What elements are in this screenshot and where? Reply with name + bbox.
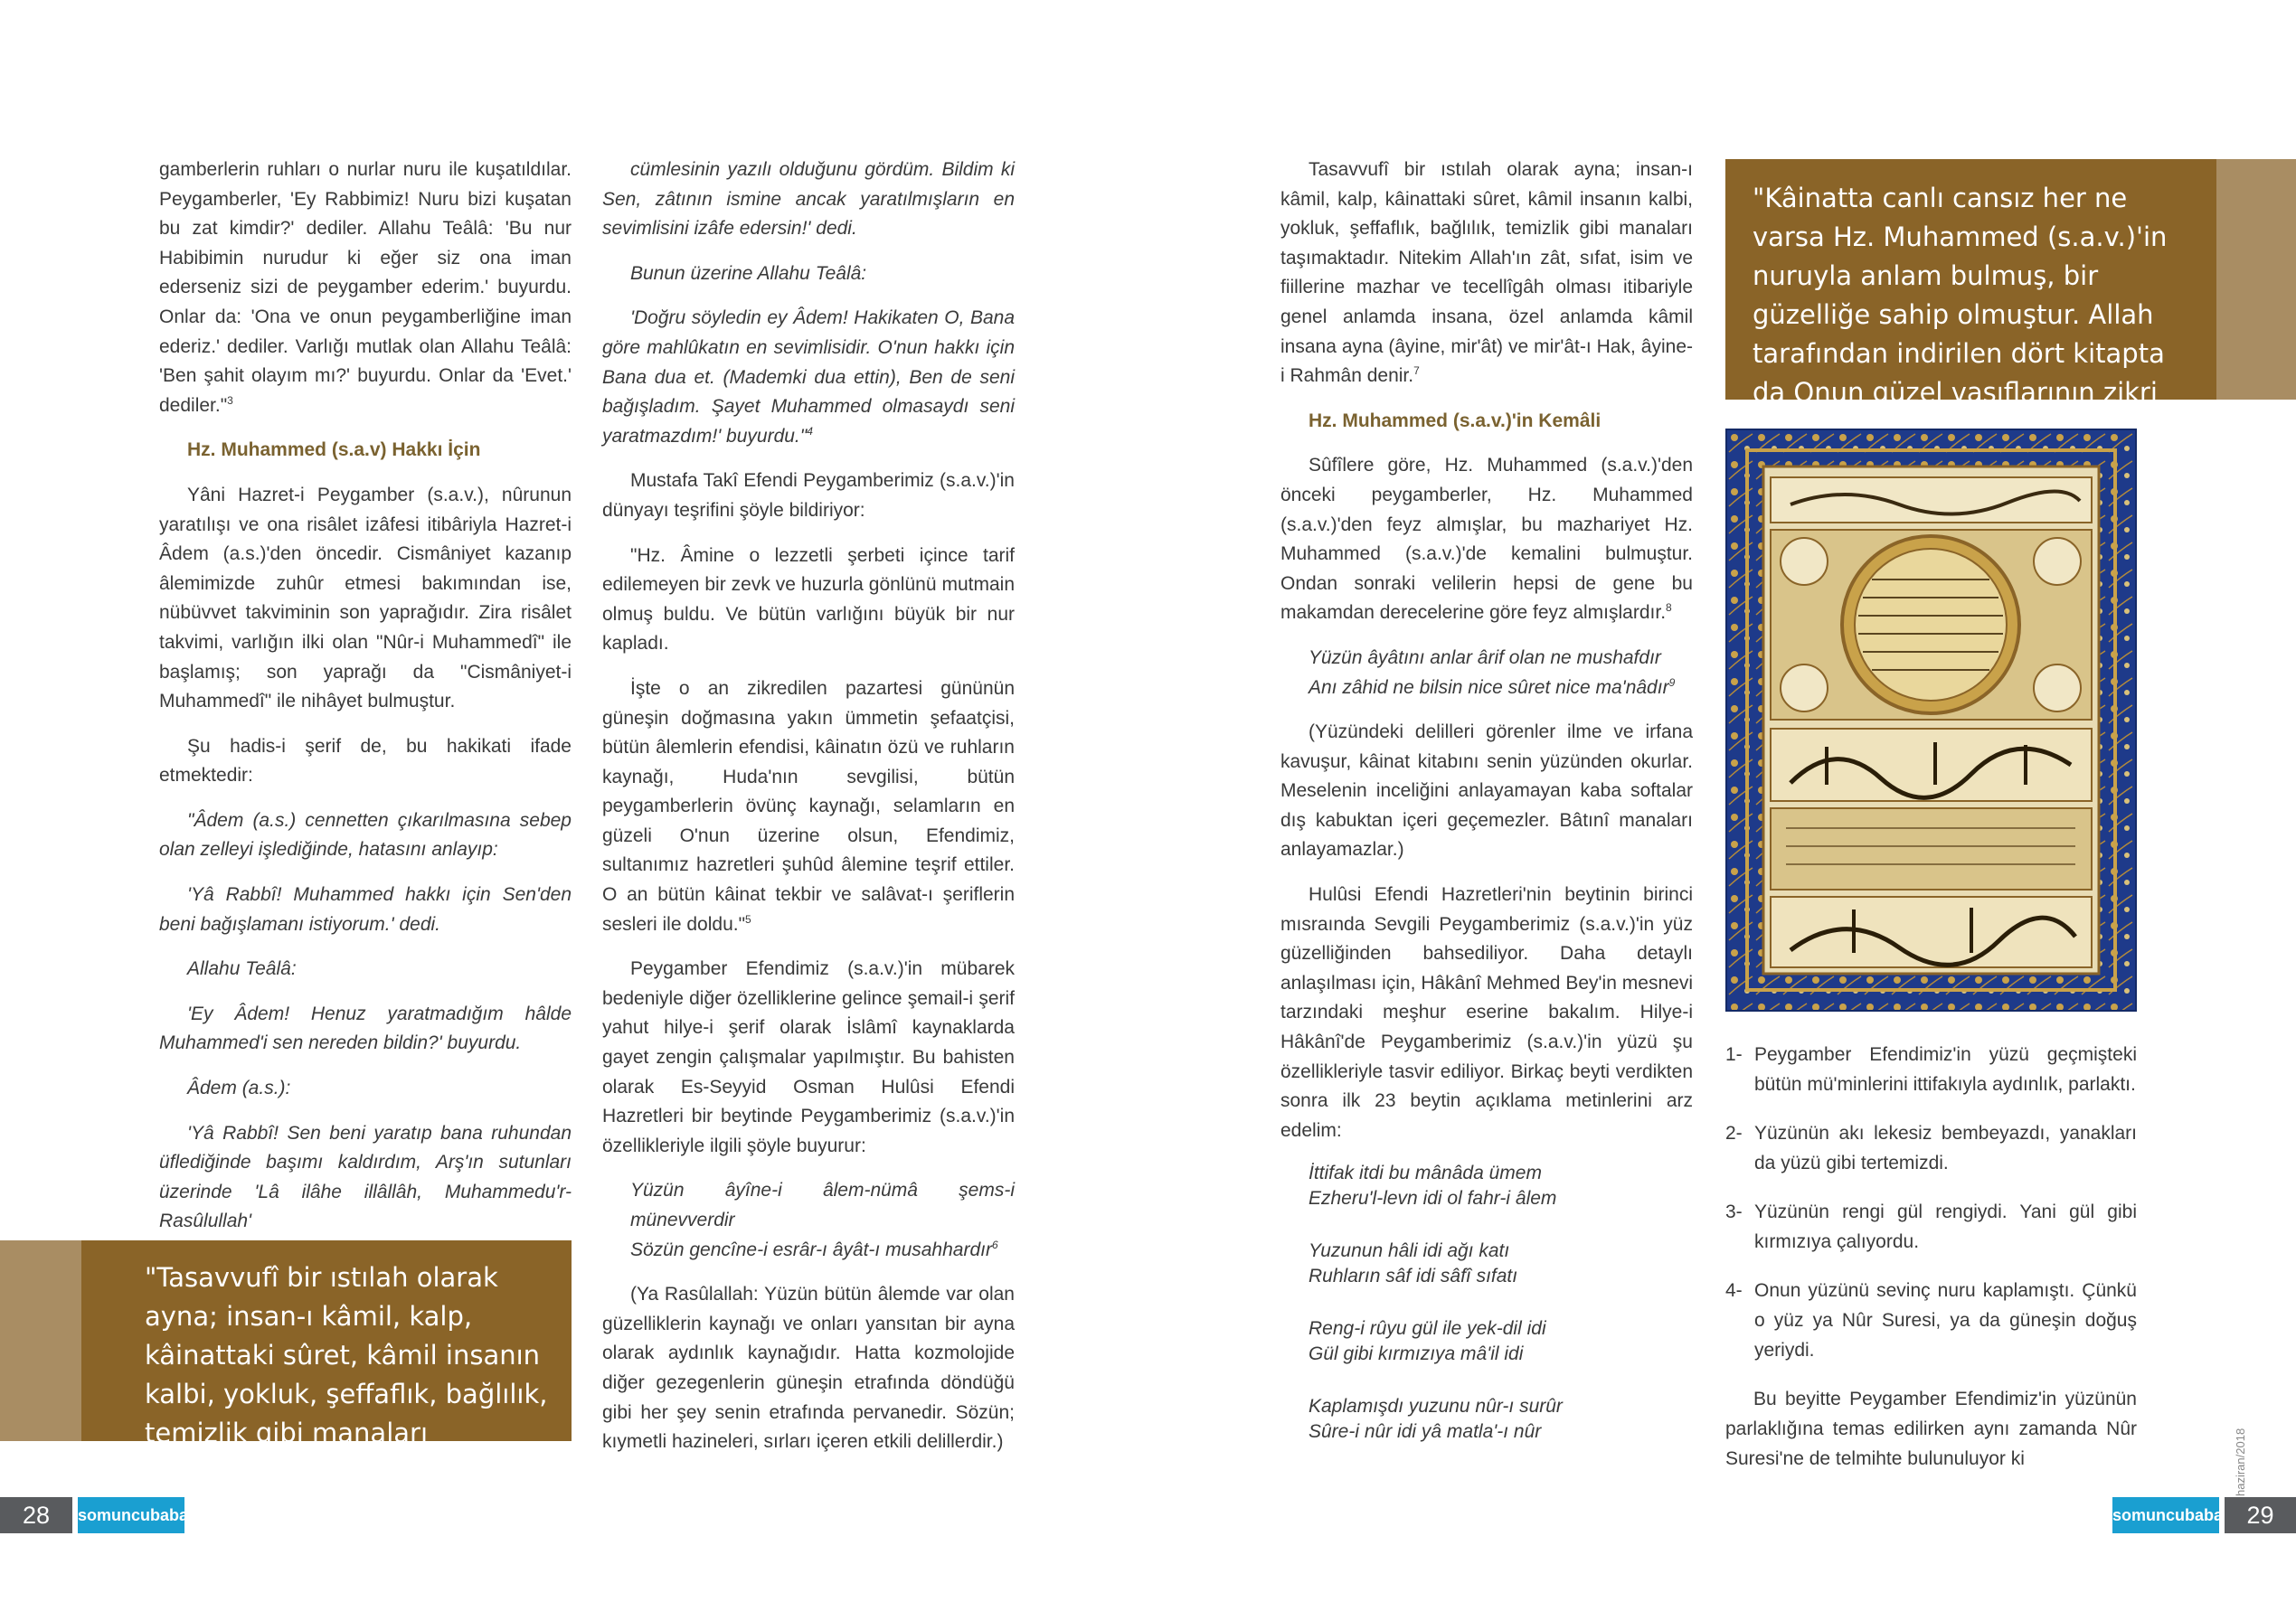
verse: Yüzün âyâtını anlar ârif olan ne mushafdır Anı zâhid ne bilsin nice sûret nice ma'nâdır$^9$: [1309, 646, 1676, 698]
right-column-1: [1280, 155, 1693, 1472]
pull-quote-text: "Tasavvufî bir ıstılah olarak ayna; insan-ı kâmil, kalp, kâinattaki sûret, kâmil insanın kalbi, yokluk, şeffaflık, bağlılık, temizlik gibi manaları taşımaktadır.": [145, 1262, 548, 1487]
paragraph: Mustafa Takî Efendi Peygamberimiz (s.a.v.)'in dünyayı teşrifini şöyle bildiriyor:: [602, 470, 1015, 521]
paragraph: 'Ey Âdem! Henuz yaratmadığım hâlde Muhammed'i sen nereden bildin?' buyurdu.: [159, 1003, 572, 1054]
list-item: 3- Yüzünün rengi gül rengiydi. Yani gül gibi kırmızıya çalıyordu.: [1725, 1202, 2137, 1252]
paragraph: "Âdem (a.s.) cennetten çıkarılmasına sebep olan zelleyi işlediğinde, hatasını anlayıp:: [159, 809, 572, 861]
paragraph: Yâni Hazret-i Peygamber (s.a.v.), nûrunun yaratılışı ve ona risâlet izâfesi itibâriyla Hazret-i Âdem (a.s.)'den öncedir. Cismâniyet kazanıp âlemimizde zuhûr etmesi bakımından ise, nübüvvet takviminin son yaprağıdır. Zira risâlet takvimi, varlığın ilki olan "Nûr-i Muhammedî" ile başlamış; son yaprağı da "Cismâniyet-i Muhammedî" ile nihâyet bulmuştur.: [159, 484, 572, 712]
paragraph: cümlesinin yazılı olduğunu gördüm. Bildim ki Sen, zâtının ismine ancak yaratılmışların en sevimlisini izâfe edersin!' dedi.: [602, 159, 1015, 240]
verse: Yuzunun hâli idi ağı katı Ruhların sâf idi sâfî sıfatı: [1309, 1240, 1518, 1287]
left-column-2: [602, 155, 1015, 1473]
verse: Yüzün âyîne-i âlem-nümâ şems-i münevverdir Sözün gencîne-i esrâr-ı âyât-ı musahhardır$^6$: [630, 1180, 1015, 1260]
artwork-image: [1727, 430, 2135, 1010]
paragraph: Hulûsi Efendi Hazretleri'nin beytinin birinci mısraında Sevgili Peygamberimiz (s.a.v.)'in yüz güzelliğinden bahsediliyor. Daha detaylı anlaşılması için, Hâkânî Mehmed Bey'in mesnevi tarzındaki meşhur eserine bakalım. Hilye-i Hâkânî'de Peygamberimiz (s.a.v.)'in yüzü şu özellikleriyle tasvir ediliyor. Birkaç beyti verdikten sonra ilk 23 beytin açıklama metinlerini arz edelim:: [1280, 884, 1693, 1141]
paragraph: Bu beyitte Peygamber Efendimiz'in yüzünün parlaklığına temas edilirken aynı zamanda Nûr Suresi'ne de telmihte bulunuluyor ki: [1725, 1389, 2137, 1469]
pull-quote-left: [81, 1240, 572, 1487]
paragraph: gamberlerin ruhları o nurlar nuru ile kuşatıldılar. Peygamberler, 'Ey Rabbimiz! Nuru bizi kuşatan bu zat kimdir?' dediler. Allahu Teâlâ: 'Bu nur Habibimin nurudur ki eğer siz ona iman ederseniz sizi de peygamber ederim.' buyurdu. Onlar da: 'Ona ve onun peygamberliğine iman ederiz.' dediler. Varlığı mutlak olan Allahu Teâlâ: 'Ben şahit olayım mı?' buyurdu. Onlar da 'Evet.' dediler."$^3$: [159, 159, 572, 416]
list-item: 1- Peygamber Efendimiz'in yüzü geçmişteki bütün mü'minlerini ittifakıyla aydınlık, parlaktı.: [1725, 1044, 2137, 1095]
paragraph: Allahu Teâlâ:: [187, 958, 297, 980]
hilye-calligraphy-panel: [1725, 429, 2137, 1012]
verse: İttifak itdi bu mânâda ümem Ezheru'l-levn idi ol fahr-i âlem: [1309, 1163, 1557, 1210]
quote-accent-right: [2216, 159, 2296, 400]
paragraph: Tasavvufî bir ıstılah olarak ayna; insan-ı kâmil, kalp, kâinattaki sûret, kâmil insanın kalbi, yokluk, şeffaflık, bağlılık, temizlik gibi manaları taşımaktadır. Nitekim Allah'ın zât, sıfat, isim ve fiillerine mazhar ve tecellîgâh olması itibariyle genel anlamda insana, özel anlamda kâmil insana ayna (âyine, mir'ât) ve mir'ât-ı Hak, âyine-i Rahmân denir.$^7$: [1280, 159, 1693, 387]
paragraph: Şu hadis-i şerif de, bu hakikati ifade etmektedir:: [159, 735, 572, 787]
list-item: 4- Onun yüzünü sevinç nuru kaplamıştı. Çünkü o yüz ya Nûr Suresi, ya da güneşin doğuş yeriydi.: [1725, 1280, 2137, 1361]
section-heading: Hz. Muhammed (s.a.v.)'in Kemâli: [1309, 410, 1602, 431]
section-heading: Hz. Muhammed (s.a.v) Hakkı İçin: [187, 439, 481, 461]
paragraph: Bunun üzerine Allahu Teâlâ:: [630, 262, 867, 284]
brand-logo-right: somuncubaba: [2112, 1497, 2219, 1533]
paragraph: Peygamber Efendimiz (s.a.v.)'in mübarek bedeniyle diğer özelliklerine gelince şemail-i şerif yahut hilye-i şerif olarak İslâmî kaynaklarda gayet zengin çalışmalar yapılmıştır. Bu bahisten olarak Es-Seyyid Osman Hulûsi Efendi Hazretleri bir beytinde Peygamberimiz (s.a.v.)'in özellikleriyle ilgili şöyle buyurur:: [602, 958, 1015, 1156]
pull-quote-right: [1725, 159, 2216, 408]
paragraph: 'Yâ Rabbî! Sen beni yaratıp bana ruhundan üflediğinde başımı kaldırdım, Arş'ın sutunları üzerinde 'Lâ ilâhe illâllâh, Muhammedu'r-Rasûlullah': [159, 1122, 572, 1232]
verse: Reng-i rûyu gül ile yek-dil idi Gül gibi kırmızıya mâ'il idi: [1309, 1318, 1546, 1365]
paragraph: 'Yâ Rabbî! Muhammed hakkı için Sen'den beni bağışlamanı istiyorum.' dedi.: [159, 884, 572, 935]
paragraph: 'Doğru söyledin ey Âdem! Hakikaten O, Bana göre mahlûkatın en sevimlisidir. O'nun hakkı için Bana dua et. (Mademki dua ettin), Ben de seni bağışladım. Şayet Muhammed olmasaydı seni yaratmazdım!' buyurdu."$^4$: [602, 307, 1015, 447]
list-item: 2- Yüzünün akı lekesiz bembeyazdı, yanakları da yüzü gibi tertemizdi.: [1725, 1123, 2137, 1173]
left-column-1: [159, 155, 572, 1252]
issue-date: haziran/2018: [2234, 1428, 2247, 1496]
paragraph: "Hz. Âmine o lezzetli şerbeti içince tarif edilemeyen bir zevk ve huzurla gönlünü mutmain olmuş buldu. Ve bütün varlığını büyük bir nur kapladı.: [602, 544, 1015, 655]
paragraph: (Yüzündeki delilleri görenler ilme ve irfana kavuşur, kâinat kitabını senin yüzünden okurlar. Meselenin inceliğini anlayamayan kaba softalar dış kabuktan içeri geçemezler. Bâtınî manaları anlayamazlar.): [1280, 721, 1693, 861]
quote-accent-left: [0, 1240, 81, 1441]
paragraph: Sûfîlere göre, Hz. Muhammed (s.a.v.)'den önceki peygamberler, Hz. Muhammed (s.a.v.)'den feyz almışlar, bu mazhariyet Hz. Muhammed (s.a.v.)'de kemalini bulmuştur. Ondan sonraki velilerin hepsi de gene bu makamdan derecelerine göre feyz almışlardır.$^8$: [1280, 455, 1693, 624]
pull-quote-text: "Kâinatta canlı cansız her ne varsa Hz. Muhammed (s.a.v.)'in nuruyla anlam bulmuş, bir güzelliğe sahip olmuştur. Allah tarafından indirilen dört kitapta da Onun güzel vasıflarının zikri: [1753, 183, 2168, 408]
paragraph: (Ya Rasûlallah: Yüzün bütün âlemde var olan güzelliklerin kaynağı ve onları yansıtan bir ayna olarak aydınlık kaynağıdır. Hatta kozmolojide diğer gezegenlerin güneşin etrafında döndüğü gibi her şey senin etrafında pervanedir. Sözün; kıymetli hazineleri, sırları içeren etkili delillerdir.): [602, 1284, 1015, 1453]
page-number-right: 29: [2225, 1497, 2296, 1533]
page-number-left: 28: [0, 1497, 72, 1533]
right-column-2: [1725, 1040, 2137, 1474]
paragraph: İşte o an zikredilen pazartesi gününün güneşin doğmasına yakın ümmetin şefaatçisi, bütün âlemlerin efendisi, kâinatın özü ve ruhların kaynağı, Huda'nın sevgilisi, bütün peygamberlerin övünç kaynağı, selamların en güzeli O'nun üzerine olsun, Efendimiz, sultanımız hazretleri şuhûd âlemine teşrif ettiler. O an bütün kâinat tekbir ve salâvat-ı şeriflerin sesleri ile doldu."$^5$: [602, 677, 1015, 935]
verse: Kaplamışdı yuzunu nûr-ı surûr Sûre-i nûr idi yâ matla'-ı nûr: [1309, 1396, 1563, 1443]
brand-logo-left: somuncubaba: [78, 1497, 184, 1533]
paragraph: Âdem (a.s.):: [187, 1078, 291, 1099]
